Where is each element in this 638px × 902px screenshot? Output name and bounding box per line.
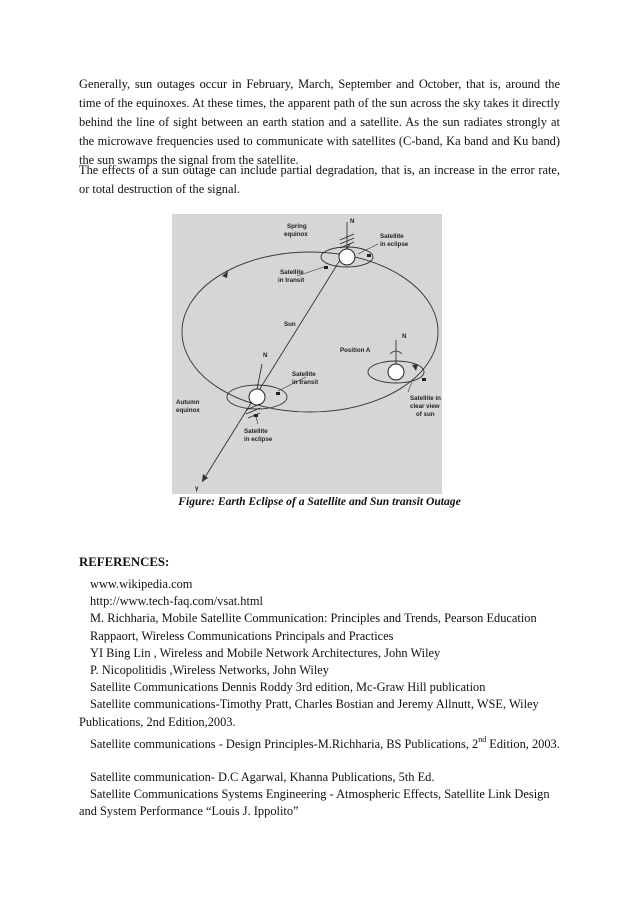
paragraph-sun-outage-effects: The effects of a sun outage can include partial degradation, that is, an increase in the error rate, or total destruction of the signal. (79, 163, 560, 196)
reference-item: Satellite communications-Timothy Pratt, Charles Bostian and Jeremy Allnutt, WSE, Wiley Publications, 2nd Edition,2003. (79, 697, 539, 729)
label-spring-equinox: equinox (284, 231, 308, 238)
figure-caption: Figure: Earth Eclipse of a Satellite and Sun transit Outage (178, 495, 461, 508)
reference-item: Rappaort, Wireless Communications Principals and Practices (90, 628, 394, 643)
satellite-icon (422, 378, 426, 381)
paragraph-sun-outage-timing: Generally, sun outages occur in February, March, September and October, that is, around the time of the equinoxes. At these times, the apparent path of the sun across the sky takes it directly behind the line of sight between an earth station and a satellite. As the sun radiates strongly at the microwave frequencies used to communicate with satellites (C-band, Ka band and Ku band) the sun swamps the signal from the satellite. (79, 77, 560, 167)
label-north-right: N (402, 333, 407, 340)
label-sat-transit-top-1: Satellite (280, 269, 304, 276)
earth-position-a-icon (388, 364, 404, 380)
satellite-icon (324, 266, 328, 269)
label-sat-eclipse-bot-1: Satellite (244, 428, 268, 435)
satellite-icon (254, 414, 258, 417)
label-sat-clear-1: Satellite in (410, 395, 441, 402)
reference-item: Satellite Communications Dennis Roddy 3rd edition, Mc-Graw Hill publication (90, 680, 486, 695)
label-spring: Spring (287, 223, 307, 230)
sun-line-arrow-icon (202, 474, 208, 482)
reference-item: Satellite communication- D.C Agarwal, Khanna Publications, 5th Ed. (90, 770, 435, 785)
references-heading: REFERENCES: (79, 555, 170, 569)
reference-item: http://www.tech-faq.com/vsat.html (90, 594, 263, 609)
label-sat-transit-mid-2: in transit (292, 379, 319, 386)
label-autumn-equinox: equinox (176, 407, 200, 414)
earth-orbit-path (182, 252, 438, 412)
satellite-icon (367, 254, 371, 257)
references-list (79, 576, 569, 821)
superscript: nd (478, 734, 487, 744)
earth-spring-icon (339, 249, 355, 265)
label-sat-transit-top-2: in transit (278, 277, 305, 284)
label-sat-eclipse-bot-2: in eclipse (244, 436, 273, 443)
reference-item: YI Bing Lin , Wireless and Mobile Network Architectures, John Wiley (90, 645, 441, 660)
reference-item: P. Nicopolitidis ,Wireless Networks, John Wiley (90, 663, 329, 678)
reference-item: Satellite Communications Systems Engineering - Atmospheric Effects, Satellite Link Design and System Performance “Louis J. Ippolito” (79, 787, 550, 819)
orbit-diagram (172, 214, 442, 494)
label-north-top: N (350, 218, 355, 225)
label-position-a: Position A (340, 347, 371, 354)
label-sun: Sun (284, 321, 296, 328)
label-sat-clear-2: clear view (410, 403, 440, 410)
label-autumn: Autumn (176, 399, 200, 406)
label-sat-clear-3: of sun (416, 411, 435, 418)
label-north-left: N (263, 352, 268, 359)
eclipse-transit-figure (172, 214, 442, 494)
reference-item: M. Richharia, Mobile Satellite Communication: Principles and Trends, Pearson Education (90, 611, 537, 626)
reference-item: www.wikipedia.com (90, 577, 193, 591)
label-aries: γ (195, 485, 199, 492)
reference-item: Satellite communications - Design Principles-M.Richharia, BS Publications, 2nd Edition, 2003. (90, 734, 560, 751)
label-sat-transit-mid-1: Satellite (292, 371, 316, 378)
label-sat-eclipse-top-2: in eclipse (380, 241, 409, 248)
satellite-icon (276, 392, 280, 395)
sun-line (202, 244, 350, 482)
label-sat-eclipse-top-1: Satellite (380, 233, 404, 240)
earth-autumn-icon (249, 389, 265, 405)
